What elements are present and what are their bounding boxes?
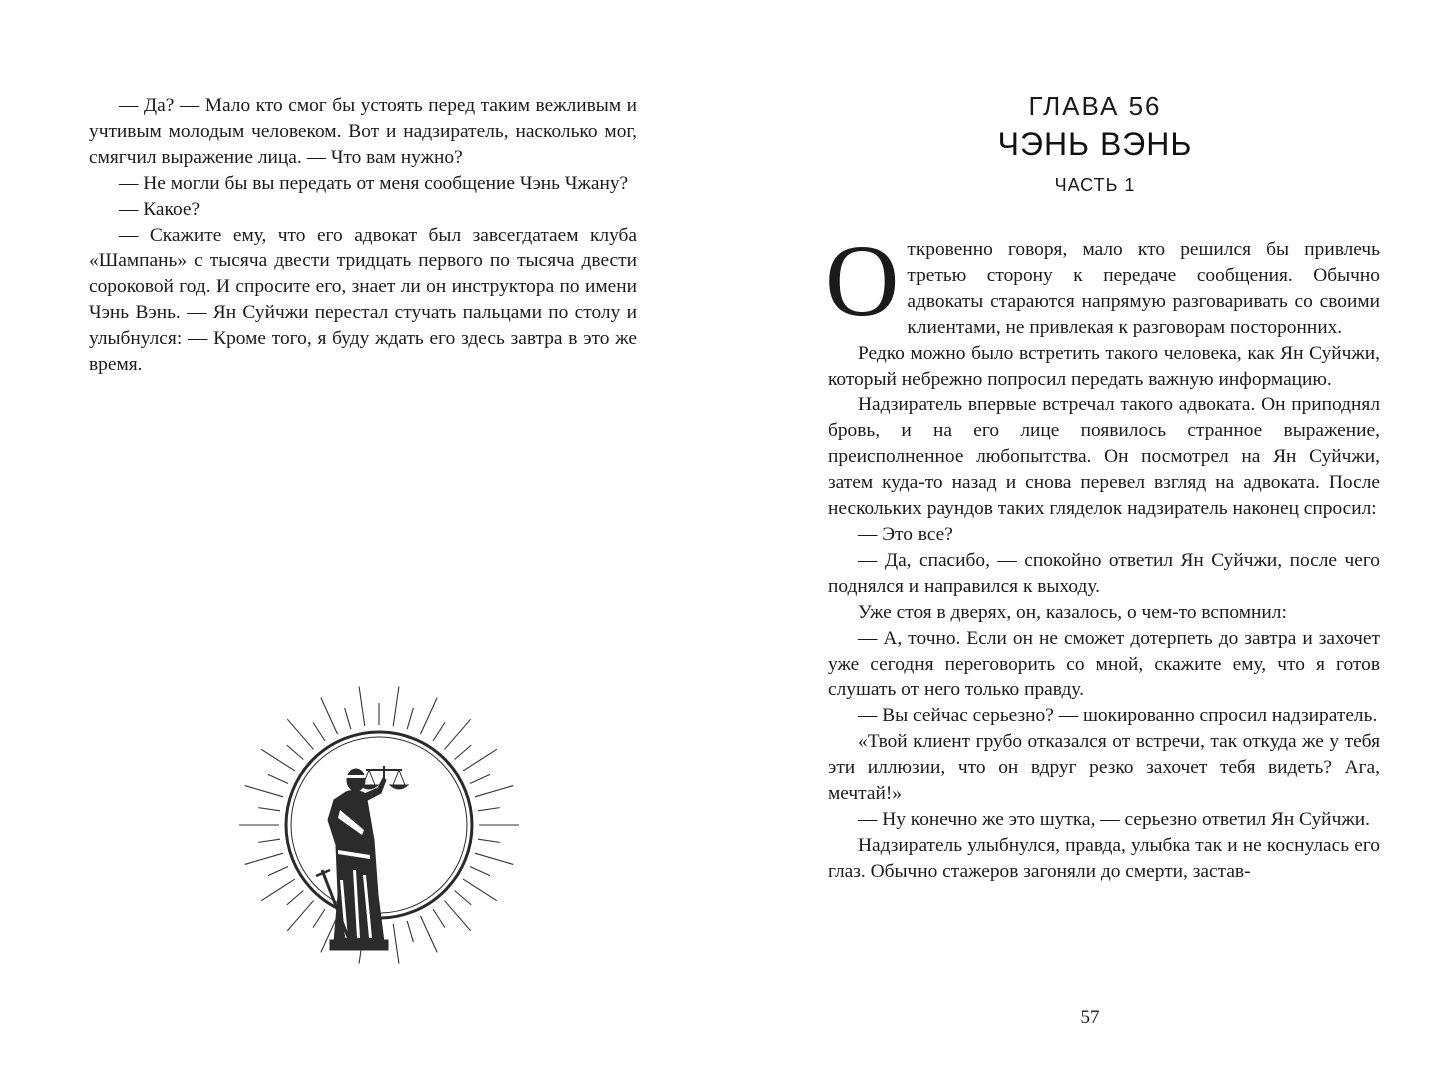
left-page bbox=[0, 0, 722, 1086]
paragraph: Надзиратель улыбнулся, правда, улыбка так и не коснулась его глаз. Обычно стажеров загоняли до смерти, застав- bbox=[828, 834, 1380, 882]
chapter-label: ГЛАВА 56 bbox=[1028, 91, 1162, 121]
paragraph: — Ну конечно же это шутка, — серьезно ответил Ян Суйчжи. bbox=[858, 808, 1370, 830]
chapter-part: ЧАСТЬ 1 bbox=[1054, 175, 1136, 195]
paragraph: Редко можно было встретить такого человека, как Ян Суйчжи, который небрежно попросил передать важную информацию. bbox=[828, 342, 1380, 390]
paragraph: «Твой клиент грубо отказался от встречи, так откуда же у тебя эти иллюзии, что он вдруг резко захочет тебя видеть? Ага, мечтай!» bbox=[828, 731, 1380, 805]
first-paragraph-text: ткровенно говоря, мало кто решился бы привлечь третью сторону к передаче сообщения. Обычно адвокаты стараются напрямую разговаривать со своими клиентами, не привлекая к разговорам посторонних. bbox=[907, 239, 1380, 338]
paragraph: — Да, спасибо, — спокойно ответил Ян Суйчжи, после чего поднялся и направился к выходу. bbox=[828, 549, 1380, 597]
lady-justice-sunburst-icon bbox=[238, 680, 520, 970]
chapter-title: ЧЭНЬ ВЭНЬ bbox=[997, 126, 1193, 162]
paragraph: — Какое? bbox=[119, 198, 201, 220]
paragraph: — А, точно. Если он не сможет дотерпеть до завтра и захочет уже сегодня переговорить со мной, скажите ему, что я готов слушать от него только правду. bbox=[828, 627, 1380, 701]
paragraph: Надзиратель впервые встречал такого адвоката. Он приподнял бровь, и на его лице появилось странное выражение, преисполненное любопытства. Он посмотрел на Ян Суйчжи, затем куда-то назад и снова перевел взгляд на адвоката. После нескольких раундов таких гляделок надзиратель наконец спросил: bbox=[828, 394, 1380, 520]
left-page-text bbox=[89, 93, 637, 378]
right-page-text bbox=[825, 224, 1380, 885]
page-number: 57 bbox=[1080, 1007, 1100, 1028]
right-page bbox=[722, 0, 1445, 1086]
paragraph: — Да? — Мало кто смог бы устоять перед таким вежливым и учтивым молодым человеком. Вот и надзиратель, насколько мог, смягчил выражение лица. — Что вам нужно? bbox=[89, 95, 637, 168]
paragraph: Уже стоя в дверях, он, казалось, о чем-то вспомнил: bbox=[858, 601, 1287, 623]
paragraph: — Вы сейчас серьезно? — шокированно спросил надзиратель. bbox=[858, 705, 1378, 727]
paragraph: — Это все? bbox=[858, 523, 953, 545]
paragraph: — Скажите ему, что его адвокат был завсегдатаем клуба «Шампань» с тысяча двести тридцать первого по тысяча двести сороковой год. И спросите его, знает ли он инструктора по имени Чэнь Вэнь. — Ян Суйчжи перестал стучать пальцами по столу и улыбнулся: — Кроме того, я буду ждать его здесь завтра в это же время. bbox=[89, 224, 637, 376]
drop-cap: О bbox=[825, 224, 900, 338]
paragraph: — Не могли бы вы передать от меня сообщение Чэнь Чжану? bbox=[119, 172, 629, 194]
first-paragraph bbox=[825, 224, 1380, 341]
